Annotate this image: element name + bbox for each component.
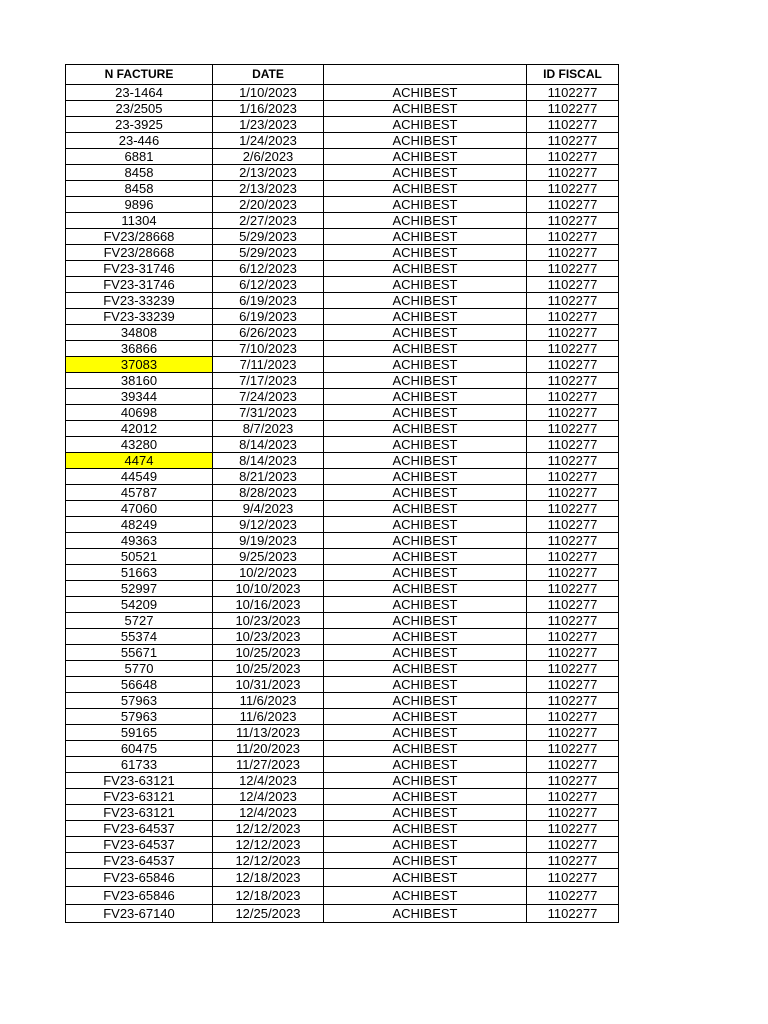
table-row [66,613,619,629]
facture-cell: 50521 [66,549,213,565]
name-cell: ACHIBEST [324,469,527,485]
date-cell: 9/12/2023 [213,517,324,533]
date-cell: 10/2/2023 [213,565,324,581]
name-cell: ACHIBEST [324,453,527,469]
name-cell: ACHIBEST [324,101,527,117]
name-cell: ACHIBEST [324,853,527,869]
facture-cell: 37083 [66,357,213,373]
name-cell: ACHIBEST [324,629,527,645]
id-fiscal-cell: 1102277 [527,165,619,181]
id-fiscal-cell: 1102277 [527,149,619,165]
id-fiscal-cell: 1102277 [527,693,619,709]
name-cell: ACHIBEST [324,905,527,923]
name-cell: ACHIBEST [324,501,527,517]
date-cell: 6/12/2023 [213,277,324,293]
date-cell: 6/12/2023 [213,261,324,277]
date-cell: 2/13/2023 [213,165,324,181]
name-cell: ACHIBEST [324,805,527,821]
id-fiscal-cell: 1102277 [527,887,619,905]
table-row [66,261,619,277]
facture-cell: 36866 [66,341,213,357]
facture-cell: FV23-33239 [66,309,213,325]
date-cell: 12/4/2023 [213,789,324,805]
name-cell: ACHIBEST [324,421,527,437]
facture-cell: 52997 [66,581,213,597]
name-cell: ACHIBEST [324,887,527,905]
facture-cell: FV23-31746 [66,277,213,293]
facture-cell: FV23/28668 [66,229,213,245]
id-fiscal-cell: 1102277 [527,757,619,773]
table-row [66,661,619,677]
date-cell: 1/24/2023 [213,133,324,149]
table-row [66,821,619,837]
facture-cell: 49363 [66,533,213,549]
name-cell: ACHIBEST [324,341,527,357]
facture-cell: 44549 [66,469,213,485]
date-cell: 8/7/2023 [213,421,324,437]
table-body [66,85,619,923]
name-cell: ACHIBEST [324,757,527,773]
id-fiscal-cell: 1102277 [527,469,619,485]
date-cell: 12/12/2023 [213,853,324,869]
table-row [66,421,619,437]
table-row [66,181,619,197]
facture-cell: 59165 [66,725,213,741]
date-cell: 10/31/2023 [213,677,324,693]
id-fiscal-cell: 1102277 [527,421,619,437]
date-cell: 9/19/2023 [213,533,324,549]
header-name [324,65,527,85]
table-row [66,341,619,357]
facture-cell: 51663 [66,565,213,581]
facture-cell: 8458 [66,181,213,197]
id-fiscal-cell: 1102277 [527,709,619,725]
facture-cell: 8458 [66,165,213,181]
id-fiscal-cell: 1102277 [527,789,619,805]
date-cell: 7/17/2023 [213,373,324,389]
name-cell: ACHIBEST [324,661,527,677]
name-cell: ACHIBEST [324,597,527,613]
table-row [66,629,619,645]
facture-cell: 40698 [66,405,213,421]
id-fiscal-cell: 1102277 [527,405,619,421]
date-cell: 9/25/2023 [213,549,324,565]
id-fiscal-cell: 1102277 [527,645,619,661]
table-row [66,757,619,773]
name-cell: ACHIBEST [324,405,527,421]
table-row [66,773,619,789]
id-fiscal-cell: 1102277 [527,293,619,309]
date-cell: 2/27/2023 [213,213,324,229]
id-fiscal-cell: 1102277 [527,85,619,101]
id-fiscal-cell: 1102277 [527,453,619,469]
facture-cell: FV23-64537 [66,837,213,853]
id-fiscal-cell: 1102277 [527,229,619,245]
facture-cell: 39344 [66,389,213,405]
table-row [66,469,619,485]
name-cell: ACHIBEST [324,309,527,325]
table-row [66,805,619,821]
facture-cell: FV23-63121 [66,789,213,805]
facture-cell: FV23/28668 [66,245,213,261]
header-date: DATE [213,65,324,85]
facture-cell: 43280 [66,437,213,453]
name-cell: ACHIBEST [324,181,527,197]
facture-cell: 23-446 [66,133,213,149]
date-cell: 8/14/2023 [213,453,324,469]
table-row [66,309,619,325]
table-row [66,741,619,757]
id-fiscal-cell: 1102277 [527,373,619,389]
facture-cell: 5770 [66,661,213,677]
name-cell: ACHIBEST [324,389,527,405]
table-row [66,101,619,117]
id-fiscal-cell: 1102277 [527,677,619,693]
facture-cell: 48249 [66,517,213,533]
name-cell: ACHIBEST [324,373,527,389]
date-cell: 10/23/2023 [213,613,324,629]
name-cell: ACHIBEST [324,213,527,229]
date-cell: 10/25/2023 [213,645,324,661]
facture-cell: FV23-64537 [66,821,213,837]
table-row [66,887,619,905]
id-fiscal-cell: 1102277 [527,661,619,677]
facture-cell: 60475 [66,741,213,757]
table-row [66,645,619,661]
name-cell: ACHIBEST [324,277,527,293]
facture-cell: 11304 [66,213,213,229]
id-fiscal-cell: 1102277 [527,741,619,757]
facture-cell: 47060 [66,501,213,517]
date-cell: 11/6/2023 [213,709,324,725]
facture-cell: FV23-63121 [66,805,213,821]
table-row [66,533,619,549]
id-fiscal-cell: 1102277 [527,869,619,887]
table-row [66,373,619,389]
facture-cell: 5727 [66,613,213,629]
table-row [66,485,619,501]
id-fiscal-cell: 1102277 [527,101,619,117]
facture-cell: 34808 [66,325,213,341]
name-cell: ACHIBEST [324,325,527,341]
facture-cell: FV23-63121 [66,773,213,789]
date-cell: 7/11/2023 [213,357,324,373]
table-row [66,453,619,469]
facture-cell: FV23-65846 [66,869,213,887]
id-fiscal-cell: 1102277 [527,437,619,453]
name-cell: ACHIBEST [324,837,527,853]
date-cell: 12/4/2023 [213,805,324,821]
facture-cell: FV23-65846 [66,887,213,905]
table-row [66,165,619,181]
name-cell: ACHIBEST [324,517,527,533]
id-fiscal-cell: 1102277 [527,805,619,821]
header-row [66,65,619,85]
date-cell: 12/18/2023 [213,887,324,905]
table-row [66,517,619,533]
facture-cell: 57963 [66,693,213,709]
table-row [66,405,619,421]
name-cell: ACHIBEST [324,565,527,581]
id-fiscal-cell: 1102277 [527,837,619,853]
facture-cell: 23-3925 [66,117,213,133]
id-fiscal-cell: 1102277 [527,905,619,923]
id-fiscal-cell: 1102277 [527,629,619,645]
table-row [66,117,619,133]
name-cell: ACHIBEST [324,261,527,277]
id-fiscal-cell: 1102277 [527,501,619,517]
date-cell: 12/12/2023 [213,837,324,853]
date-cell: 12/25/2023 [213,905,324,923]
table-row [66,905,619,923]
table-row [66,869,619,887]
invoice-table [65,64,619,923]
table-row [66,245,619,261]
name-cell: ACHIBEST [324,693,527,709]
facture-cell: FV23-67140 [66,905,213,923]
table-row [66,277,619,293]
date-cell: 6/19/2023 [213,309,324,325]
name-cell: ACHIBEST [324,197,527,213]
facture-cell: 45787 [66,485,213,501]
id-fiscal-cell: 1102277 [527,853,619,869]
date-cell: 8/21/2023 [213,469,324,485]
date-cell: 7/24/2023 [213,389,324,405]
header-id-fiscal: ID FISCAL [527,65,619,85]
name-cell: ACHIBEST [324,789,527,805]
table-row [66,293,619,309]
facture-cell: 38160 [66,373,213,389]
date-cell: 11/13/2023 [213,725,324,741]
name-cell: ACHIBEST [324,229,527,245]
facture-cell: 9896 [66,197,213,213]
date-cell: 12/18/2023 [213,869,324,887]
name-cell: ACHIBEST [324,581,527,597]
id-fiscal-cell: 1102277 [527,613,619,629]
table-row [66,677,619,693]
date-cell: 6/26/2023 [213,325,324,341]
table-row [66,725,619,741]
id-fiscal-cell: 1102277 [527,277,619,293]
date-cell: 2/6/2023 [213,149,324,165]
date-cell: 1/16/2023 [213,101,324,117]
table-row [66,581,619,597]
name-cell: ACHIBEST [324,357,527,373]
date-cell: 10/25/2023 [213,661,324,677]
id-fiscal-cell: 1102277 [527,341,619,357]
name-cell: ACHIBEST [324,437,527,453]
date-cell: 8/28/2023 [213,485,324,501]
facture-cell: 61733 [66,757,213,773]
facture-cell: 23-1464 [66,85,213,101]
id-fiscal-cell: 1102277 [527,549,619,565]
id-fiscal-cell: 1102277 [527,197,619,213]
facture-cell: 55671 [66,645,213,661]
table-row [66,549,619,565]
facture-cell: FV23-33239 [66,293,213,309]
name-cell: ACHIBEST [324,165,527,181]
name-cell: ACHIBEST [324,741,527,757]
id-fiscal-cell: 1102277 [527,485,619,501]
facture-cell: FV23-64537 [66,853,213,869]
name-cell: ACHIBEST [324,533,527,549]
id-fiscal-cell: 1102277 [527,133,619,149]
date-cell: 11/20/2023 [213,741,324,757]
name-cell: ACHIBEST [324,773,527,789]
date-cell: 7/31/2023 [213,405,324,421]
name-cell: ACHIBEST [324,725,527,741]
table-row [66,149,619,165]
facture-cell: 56648 [66,677,213,693]
facture-cell: FV23-31746 [66,261,213,277]
table-row [66,789,619,805]
table-row [66,565,619,581]
name-cell: ACHIBEST [324,549,527,565]
date-cell: 2/20/2023 [213,197,324,213]
table-row [66,709,619,725]
facture-cell: 57963 [66,709,213,725]
facture-cell: 55374 [66,629,213,645]
date-cell: 5/29/2023 [213,229,324,245]
name-cell: ACHIBEST [324,293,527,309]
name-cell: ACHIBEST [324,117,527,133]
name-cell: ACHIBEST [324,149,527,165]
id-fiscal-cell: 1102277 [527,581,619,597]
id-fiscal-cell: 1102277 [527,821,619,837]
name-cell: ACHIBEST [324,245,527,261]
table-row [66,389,619,405]
facture-cell: 4474 [66,453,213,469]
id-fiscal-cell: 1102277 [527,261,619,277]
id-fiscal-cell: 1102277 [527,309,619,325]
facture-cell: 54209 [66,597,213,613]
table-row [66,597,619,613]
date-cell: 9/4/2023 [213,501,324,517]
table-row [66,853,619,869]
date-cell: 10/16/2023 [213,597,324,613]
date-cell: 2/13/2023 [213,181,324,197]
name-cell: ACHIBEST [324,821,527,837]
table-row [66,325,619,341]
table-row [66,213,619,229]
date-cell: 11/6/2023 [213,693,324,709]
name-cell: ACHIBEST [324,133,527,149]
date-cell: 1/23/2023 [213,117,324,133]
name-cell: ACHIBEST [324,485,527,501]
date-cell: 10/10/2023 [213,581,324,597]
table-row [66,85,619,101]
id-fiscal-cell: 1102277 [527,325,619,341]
date-cell: 12/4/2023 [213,773,324,789]
name-cell: ACHIBEST [324,709,527,725]
name-cell: ACHIBEST [324,677,527,693]
id-fiscal-cell: 1102277 [527,565,619,581]
name-cell: ACHIBEST [324,613,527,629]
table-row [66,197,619,213]
date-cell: 12/12/2023 [213,821,324,837]
table-header [66,65,619,85]
id-fiscal-cell: 1102277 [527,597,619,613]
facture-cell: 6881 [66,149,213,165]
id-fiscal-cell: 1102277 [527,245,619,261]
id-fiscal-cell: 1102277 [527,725,619,741]
id-fiscal-cell: 1102277 [527,181,619,197]
table-row [66,837,619,853]
id-fiscal-cell: 1102277 [527,117,619,133]
table-row [66,357,619,373]
date-cell: 11/27/2023 [213,757,324,773]
id-fiscal-cell: 1102277 [527,533,619,549]
table-row [66,133,619,149]
date-cell: 8/14/2023 [213,437,324,453]
table-row [66,229,619,245]
date-cell: 1/10/2023 [213,85,324,101]
date-cell: 5/29/2023 [213,245,324,261]
header-facture: N FACTURE [66,65,213,85]
id-fiscal-cell: 1102277 [527,773,619,789]
name-cell: ACHIBEST [324,645,527,661]
name-cell: ACHIBEST [324,869,527,887]
name-cell: ACHIBEST [324,85,527,101]
date-cell: 10/23/2023 [213,629,324,645]
id-fiscal-cell: 1102277 [527,357,619,373]
facture-cell: 42012 [66,421,213,437]
table-row [66,437,619,453]
date-cell: 7/10/2023 [213,341,324,357]
date-cell: 6/19/2023 [213,293,324,309]
table-row [66,693,619,709]
id-fiscal-cell: 1102277 [527,517,619,533]
id-fiscal-cell: 1102277 [527,213,619,229]
id-fiscal-cell: 1102277 [527,389,619,405]
facture-cell: 23/2505 [66,101,213,117]
table-row [66,501,619,517]
